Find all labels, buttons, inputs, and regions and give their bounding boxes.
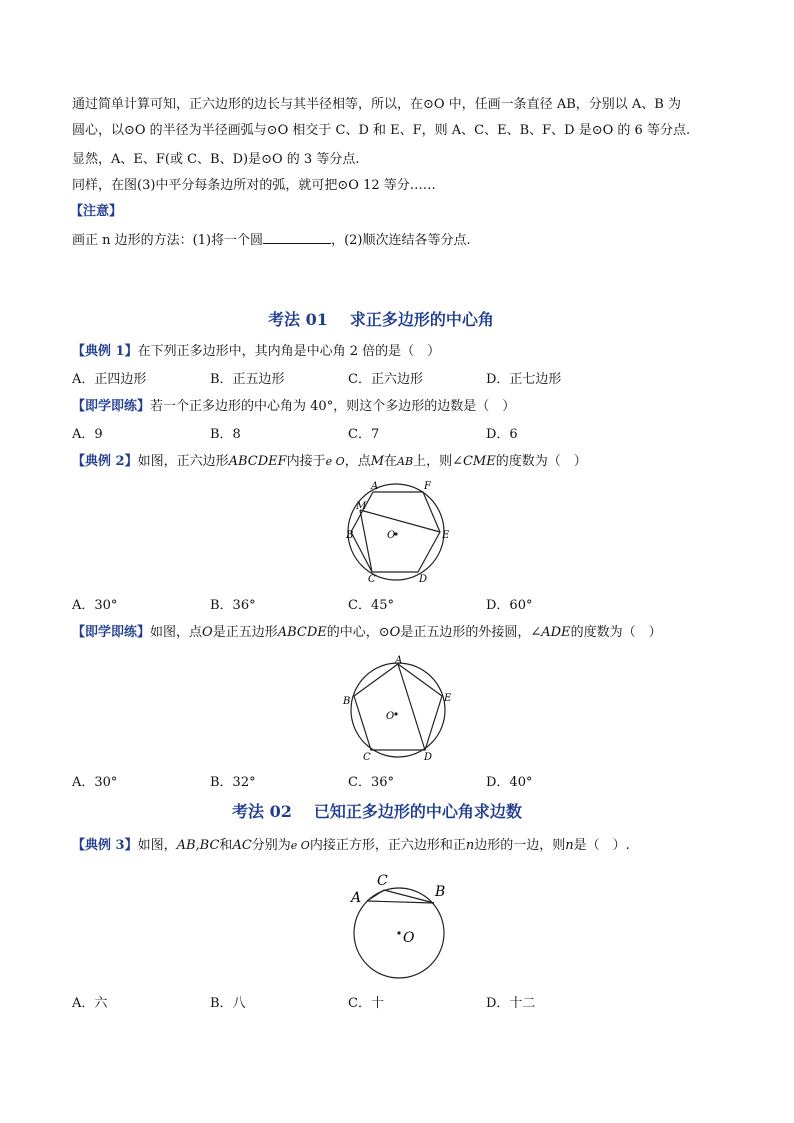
practice-1 — [72, 397, 515, 417]
hexagon-name: ABCDEF — [228, 454, 287, 469]
q3-option-b[interactable]: B．八 — [210, 996, 246, 1011]
question-1-text: 在下列正多边形中，其内角是中心角 2 倍的是（ ） — [137, 344, 441, 359]
circle-chord-figure — [344, 866, 464, 986]
practice-2-text-b: 是正五边形 — [212, 625, 278, 640]
question-2-text-a: 如图，正六边形 — [137, 454, 229, 469]
q2-option-b[interactable]: B．36° — [210, 598, 256, 613]
label-d: D — [419, 574, 428, 585]
question-2-text-b: 内接于 — [286, 454, 326, 469]
question-3-text-f: 是（ ）. — [573, 838, 630, 853]
point-m: M — [370, 454, 385, 469]
angle-cme: CME — [462, 454, 496, 469]
practice-2-text-d: 是正五边形的外接圆，∠ — [400, 625, 542, 640]
hexagon-figure — [330, 480, 470, 592]
note-text — [72, 230, 471, 251]
q1-option-d[interactable]: D．正七边形 — [486, 372, 562, 387]
circle-o: O — [389, 625, 401, 640]
practice-1-text: 若一个正多边形的中心角为 40°，则这个多边形的边数是（ ） — [150, 399, 516, 414]
note-label: 【注意】 — [70, 204, 123, 219]
label-c: C — [368, 574, 376, 585]
label-b: B — [343, 696, 351, 707]
section-heading-2 — [232, 801, 522, 823]
pentagon-figure — [338, 654, 464, 766]
q3-option-a[interactable]: A．六 — [72, 996, 108, 1011]
question-2 — [72, 452, 587, 472]
practice-2-tag: 【即学即练】 — [72, 625, 151, 640]
question-3-tag: 【典例 3】 — [72, 838, 138, 853]
p1-option-b[interactable]: B．8 — [210, 427, 241, 442]
p1-option-d[interactable]: D．6 — [486, 427, 518, 442]
point-o: O — [202, 625, 213, 640]
label-c: C — [363, 752, 371, 763]
angle-ade: ADE — [541, 625, 571, 640]
intro-line-3: 显然，A、E、F(或 C、B、D)是⊙O 的 3 等分点. — [72, 152, 360, 167]
chord-ac — [367, 890, 384, 901]
intro-line-4: 同样，在图(3)中平分每条边所对的弧，就可把⊙O 12 等分…… — [72, 178, 436, 193]
p2-option-a[interactable]: A．30° — [72, 775, 118, 790]
intro-line-1: 通过简单计算可知，正六边形的边长与其半径相等，所以，在⊙O 中，任画一条直径 AB，分别以 A、B 为 — [72, 97, 681, 112]
note-text-b: ，(2)顺次连结各等分点. — [331, 233, 471, 248]
note-text-a: 画正 n 边形的方法：(1)将一个圆 — [72, 233, 264, 248]
label-a: A — [395, 655, 403, 666]
question-2-text-f: 的度数为（ ） — [495, 454, 587, 469]
segment-ac: AC — [232, 838, 252, 853]
question-2-tag: 【典例 2】 — [72, 454, 138, 469]
question-3-text-e: 边形的一边，则 — [474, 838, 566, 853]
question-3-text-d: 内接正方形，正六边形和正 — [309, 838, 466, 853]
label-e: E — [444, 693, 452, 704]
label-b: B — [346, 530, 354, 541]
label-a: A — [371, 481, 379, 492]
q2-option-a[interactable]: A．30° — [72, 598, 118, 613]
center-dot — [394, 712, 397, 715]
p2-option-b[interactable]: B．32° — [210, 775, 256, 790]
question-3 — [72, 836, 630, 856]
p1-option-c[interactable]: C．7 — [348, 427, 380, 442]
p1-option-a[interactable]: A．9 — [72, 427, 103, 442]
label-d: D — [424, 752, 433, 763]
variable-n-2: n — [565, 838, 574, 853]
q2-option-d[interactable]: D．60° — [486, 598, 533, 613]
question-2-text-d: 在 — [384, 454, 398, 469]
section-2-number: 考法 02 — [232, 802, 292, 821]
question-3-text-b: 和 — [219, 838, 233, 853]
question-2-text-e: 上，则∠ — [413, 454, 463, 469]
section-1-number: 考法 01 — [268, 310, 328, 329]
label-b: B — [435, 884, 446, 900]
q1-option-b[interactable]: B．正五边形 — [210, 372, 285, 387]
label-o: O — [403, 930, 415, 946]
label-f: F — [424, 481, 431, 492]
practice-2-text-e: 的度数为（ ） — [570, 625, 662, 640]
p2-option-c[interactable]: C．36° — [348, 775, 394, 790]
center-dot — [397, 931, 400, 934]
q1-option-a[interactable]: A．正四边形 — [72, 372, 147, 387]
chord-cb — [384, 890, 434, 903]
practice-1-tag: 【即学即练】 — [72, 399, 151, 414]
practice-2-text-c: 的中心，⊙ — [326, 625, 390, 640]
label-e: E — [442, 530, 450, 541]
circumcircle — [348, 484, 444, 580]
q2-option-c[interactable]: C．45° — [348, 598, 394, 613]
fill-blank[interactable] — [263, 230, 331, 244]
intro-line-2: 圆心，以⊙O 的半径为半径画弧与⊙O 相交于 C、D 和 E、F，则 A、C、E、B、F、D 是⊙O 的 6 等分点. — [72, 123, 691, 138]
section-1-title: 求正多边形的中心角 — [349, 310, 494, 329]
circle-symbol: e O — [325, 455, 345, 468]
q3-option-d[interactable]: D．十二 — [486, 996, 536, 1011]
circumcircle — [351, 663, 445, 757]
label-o: O — [386, 711, 395, 722]
segments-ab-bc: AB,BC — [176, 838, 220, 853]
question-1-tag: 【典例 1】 — [72, 344, 138, 359]
pentagon — [354, 664, 442, 750]
chord-ab — [367, 901, 434, 903]
segment-mc — [360, 510, 372, 572]
section-heading-1 — [268, 309, 494, 331]
question-1 — [72, 342, 440, 362]
arc-ab: AB — [397, 455, 414, 468]
label-a: A — [351, 890, 362, 906]
segment-ad — [398, 664, 425, 750]
variable-n: n — [465, 838, 475, 853]
circle-symbol: e O — [290, 839, 310, 852]
question-3-text-a: 如图， — [137, 838, 177, 853]
segment-me — [360, 510, 440, 532]
section-2-title: 已知正多边形的中心角求边数 — [313, 802, 522, 821]
practice-2-text-a: 如图，点 — [150, 625, 203, 640]
question-2-text-c: ，点 — [344, 454, 371, 469]
label-m: M — [356, 501, 367, 512]
p2-option-d[interactable]: D．40° — [486, 775, 533, 790]
label-o: O — [387, 530, 396, 541]
practice-2 — [72, 623, 662, 643]
question-3-text-c: 分别为 — [251, 838, 291, 853]
label-c: C — [377, 873, 388, 889]
pentagon-name: ABCDE — [277, 625, 327, 640]
q1-option-c[interactable]: C．正六边形 — [348, 372, 423, 387]
q3-option-c[interactable]: C．十 — [348, 996, 384, 1011]
